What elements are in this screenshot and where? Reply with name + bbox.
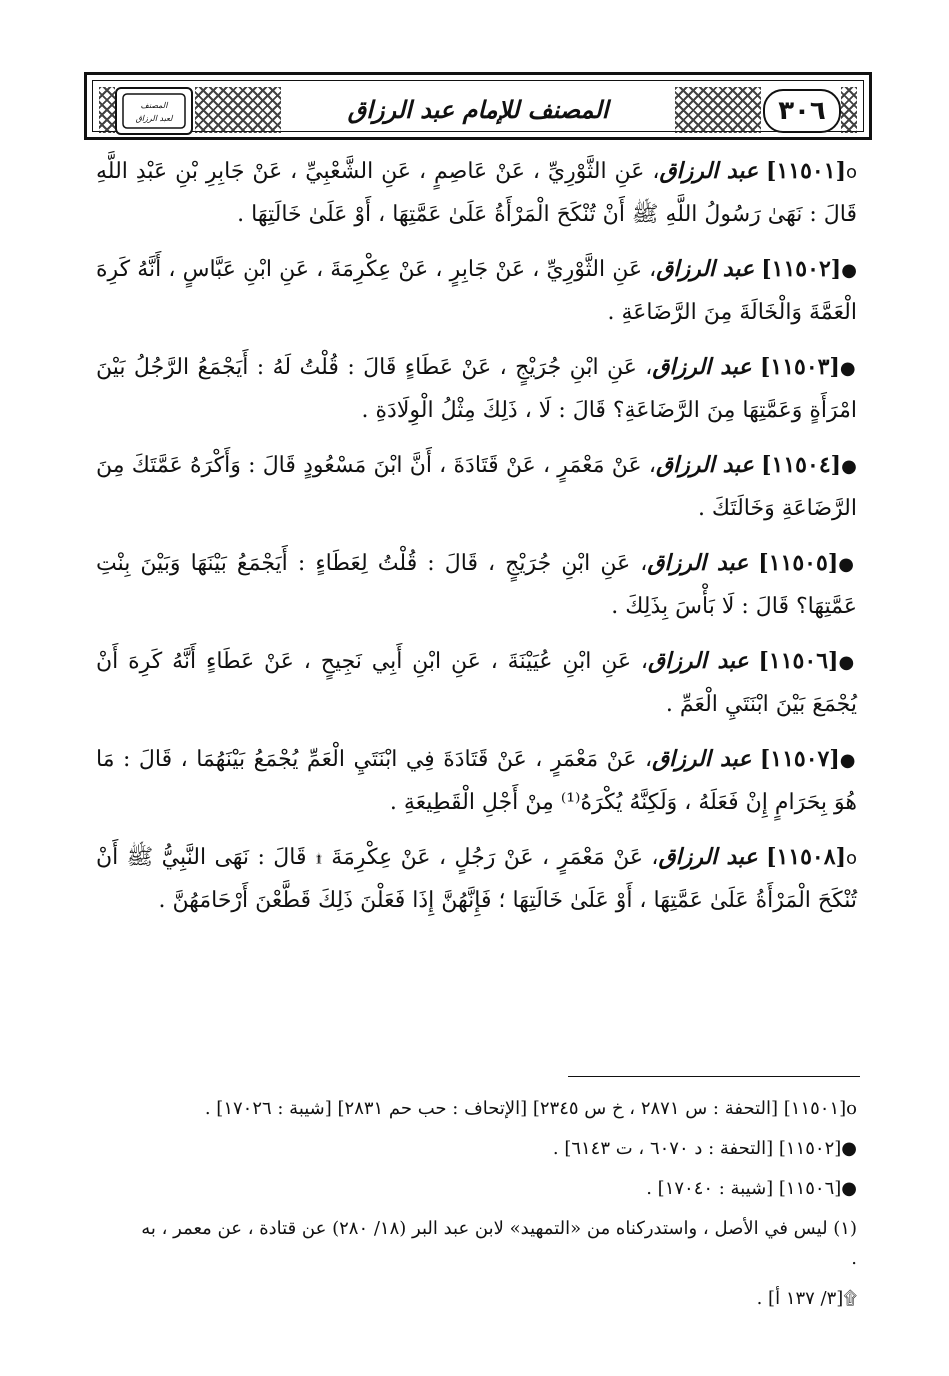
entry-marker: ● [839, 358, 858, 379]
hadith-entry [96, 150, 857, 236]
entry-marker: ● [839, 750, 858, 771]
entry-text: ، عَنِ الثَّوْرِيِّ ، عَنْ عَاصِمٍ ، عَنِ الشَّعْبِيِّ ، عَنْ جَابِرِ بْنِ عَبْدِ اللَّهِ قَالَ : نَهَىٰ رَسُولُ اللَّهِ ﷺ أَنْ تُنْكَحَ الْمَرْأَةُ عَلَىٰ عَمَّتِهَا ، أَوْ عَلَىٰ خَالَتِهَا . [96, 159, 857, 227]
hadith-entry [96, 248, 857, 334]
entry-author: عبد الرزاق [652, 354, 752, 380]
entry-marker: ο [845, 162, 857, 183]
page-number: ٣٠٦ [763, 89, 841, 133]
header-inner-frame [92, 80, 864, 132]
entry-number: [١١٥٠٢] [761, 256, 842, 282]
entry-number: [١١٥٠٤] [761, 452, 842, 478]
entry-marker: ● [841, 456, 857, 477]
entry-text: ، عَنْ مَعْمَرٍ ، عَنْ قَتَادَةَ فِي ابْنَتَيِ الْعَمِّ يُجْمَعُ بَيْنَهُمَا ، قَالَ : مَا هُوَ بِحَرَامٍ إِنْ فَعَلَهُ ، وَلَكِنَّهُ يُكْرَهُ⁽¹⁾ مِنْ أَجْلِ الْقَطِيعَةِ . [96, 747, 857, 815]
header-ornament-left [195, 87, 281, 133]
header-ornament-right [675, 87, 761, 133]
hadith-entry [96, 640, 857, 726]
footnotes [140, 1094, 857, 1324]
footnote-separator [568, 1076, 860, 1077]
entry-author: عبد الرزاق [658, 844, 758, 870]
entry-number: [١١٥٠٨] [766, 844, 846, 870]
hadith-entry [96, 346, 857, 432]
entry-number: [١١٥٠٧] [759, 746, 840, 772]
svg-text:لعبد الرزاق: لعبد الرزاق [135, 114, 173, 123]
entry-author: عبد الرزاق [647, 550, 749, 576]
entry-author: عبد الرزاق [652, 746, 752, 772]
entry-marker: ● [841, 260, 858, 281]
book-logo-icon [122, 93, 186, 129]
entry-number: [١١٥٠١] [766, 158, 846, 184]
footnote: ۩[٣/ ١٣٧ أ] . [756, 1288, 857, 1309]
entry-marker: ● [838, 652, 858, 673]
footnote: ●[١١٥٠٦] [شيبة : ١٧٠٤٠] . [646, 1178, 857, 1199]
hadith-entry [96, 444, 857, 530]
entry-number: [١١٥٠٦] [758, 648, 839, 674]
entry-author: عبد الرزاق [655, 452, 754, 478]
entry-marker: ● [838, 554, 858, 575]
entry-text: ، عَنِ ابْنِ جُرَيْجٍ ، عَنْ عَطَاءٍ قَالَ : قُلْتُ لَهُ : أَيَجْمَعُ الرَّجُلُ بَيْنَ امْرَأَةٍ وَعَمَّتِهَا مِنَ الرَّضَاعَةِ؟ قَالَ : لَا ، ذَلِكَ مِثْلُ الْوِلَادَةِ . [96, 355, 857, 423]
header-ornament-left-edge [99, 87, 115, 133]
footnote: ο[١١٥٠١] [التحفة : س ٢٨٧١ ، خ س ٢٣٤٥] [الإتحاف : حب حم ٢٨٣١] [شيبة : ١٧٠٢٦] . [204, 1098, 857, 1119]
entry-marker: ο [846, 848, 858, 869]
header-ornament-right-edge [841, 87, 857, 133]
svg-text:المصنف: المصنف [140, 101, 168, 110]
running-title: المصنف للإمام عبد الرزاق [347, 94, 609, 124]
footnote: (١) ليس في الأصل ، واستدركناه من «التمهيد» لابن عبد البر (١٨/ ٢٨٠) عن قتادة ، عن معمر ، به . [141, 1218, 857, 1269]
entry-text: ، عَنِ ابْنِ جُرَيْجٍ ، قَالَ : قُلْتُ لِعَطَاءٍ : أَيَجْمَعُ بَيْنَهَا وَبَيْنَ بِنْتِ عَمَّتِهَا؟ قَالَ : لَا بَأْسَ بِذَلِكَ . [96, 551, 857, 619]
entry-number: [١١٥٠٣] [759, 354, 840, 380]
page-header [84, 72, 872, 140]
entry-number: [١١٥٠٥] [758, 550, 839, 576]
entry-author: عبد الرزاق [656, 256, 755, 282]
entry-author: عبد الرزاق [648, 648, 749, 674]
hadith-entry [96, 836, 857, 922]
entry-text: ، عَنْ مَعْمَرٍ ، عَنْ قَتَادَةَ ، أَنَّ ابْنَ مَسْعُودٍ قَالَ : وَأَكْرَهُ عَمَّتَكَ مِنَ الرَّضَاعَةِ وَخَالَتَكَ . [96, 453, 857, 521]
footnote: ●[١١٥٠٢] [التحفة : د ٦٠٧٠ ، ت ٦١٤٣] . [552, 1138, 857, 1159]
hadith-list [96, 150, 857, 934]
entry-text: ، عَنِ الثَّوْرِيِّ ، عَنْ جَابِرٍ ، عَنْ عِكْرِمَةَ ، عَنِ ابْنِ عَبَّاسٍ ، أَنَّهُ كَرِهَ الْعَمَّةَ وَالْخَالَةَ مِنَ الرَّضَاعَةِ . [96, 257, 857, 325]
entry-author: عبد الرزاق [659, 158, 759, 184]
hadith-entry [96, 738, 857, 824]
entry-text: ، عَنِ ابْنِ عُيَيْنَةَ ، عَنِ ابْنِ أَبِي نَجِيحٍ ، عَنْ عَطَاءٍ أَنَّهُ كَرِهَ أَنْ يُجْمَعَ بَيْنَ ابْنَتَيِ الْعَمِّ . [96, 649, 857, 717]
entry-text: ، عَنْ مَعْمَرٍ ، عَنْ رَجُلٍ ، عَنْ عِكْرِمَةَ ۩ قَالَ : نَهَى النَّبِيُّ ﷺ أَنْ تُنْكَحَ الْمَرْأَةُ عَلَىٰ عَمَّتِهَا ، أَوْ عَلَىٰ خَالَتِهَا ؛ فَإِنَّهُنَّ إِذَا فَعَلْنَ ذَلِكَ قَطَّعْنَ أَرْحَامَهُنَّ . [96, 845, 857, 913]
hadith-entry [96, 542, 857, 628]
book-logo [115, 87, 193, 135]
